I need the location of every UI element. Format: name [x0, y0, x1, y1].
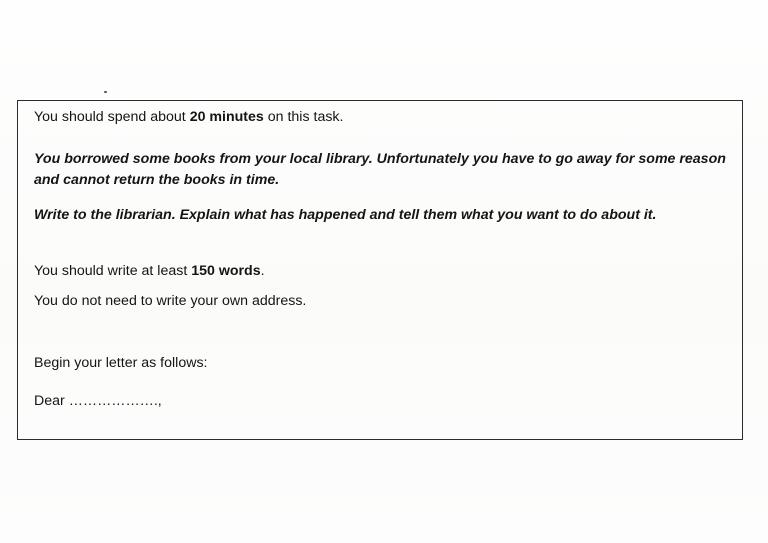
time-suffix: on this task. — [263, 109, 344, 125]
words-prefix: You should write at least — [34, 263, 192, 279]
situation-line-1: You borrowed some books from your local library. Unfortunately you have to go away for some reason — [34, 151, 726, 167]
salutation: Dear ………………., — [34, 393, 162, 409]
writing-task-box — [17, 100, 743, 440]
time-instruction — [34, 107, 343, 128]
paper-speck — [104, 91, 107, 93]
task-instruction: Write to the librarian. Explain what has happened and tell them what you want to do about it. — [34, 207, 657, 223]
situation-line-2: and cannot return the books in time. — [34, 172, 280, 188]
words-suffix: . — [260, 263, 265, 279]
address-note: You do not need to write your own address. — [34, 293, 307, 309]
time-amount: 20 minutes — [189, 109, 264, 125]
begin-letter-note: Begin your letter as follows: — [34, 355, 208, 371]
word-count: 150 words — [191, 263, 261, 279]
time-prefix: You should spend about — [34, 109, 190, 125]
word-count-instruction — [34, 261, 265, 282]
